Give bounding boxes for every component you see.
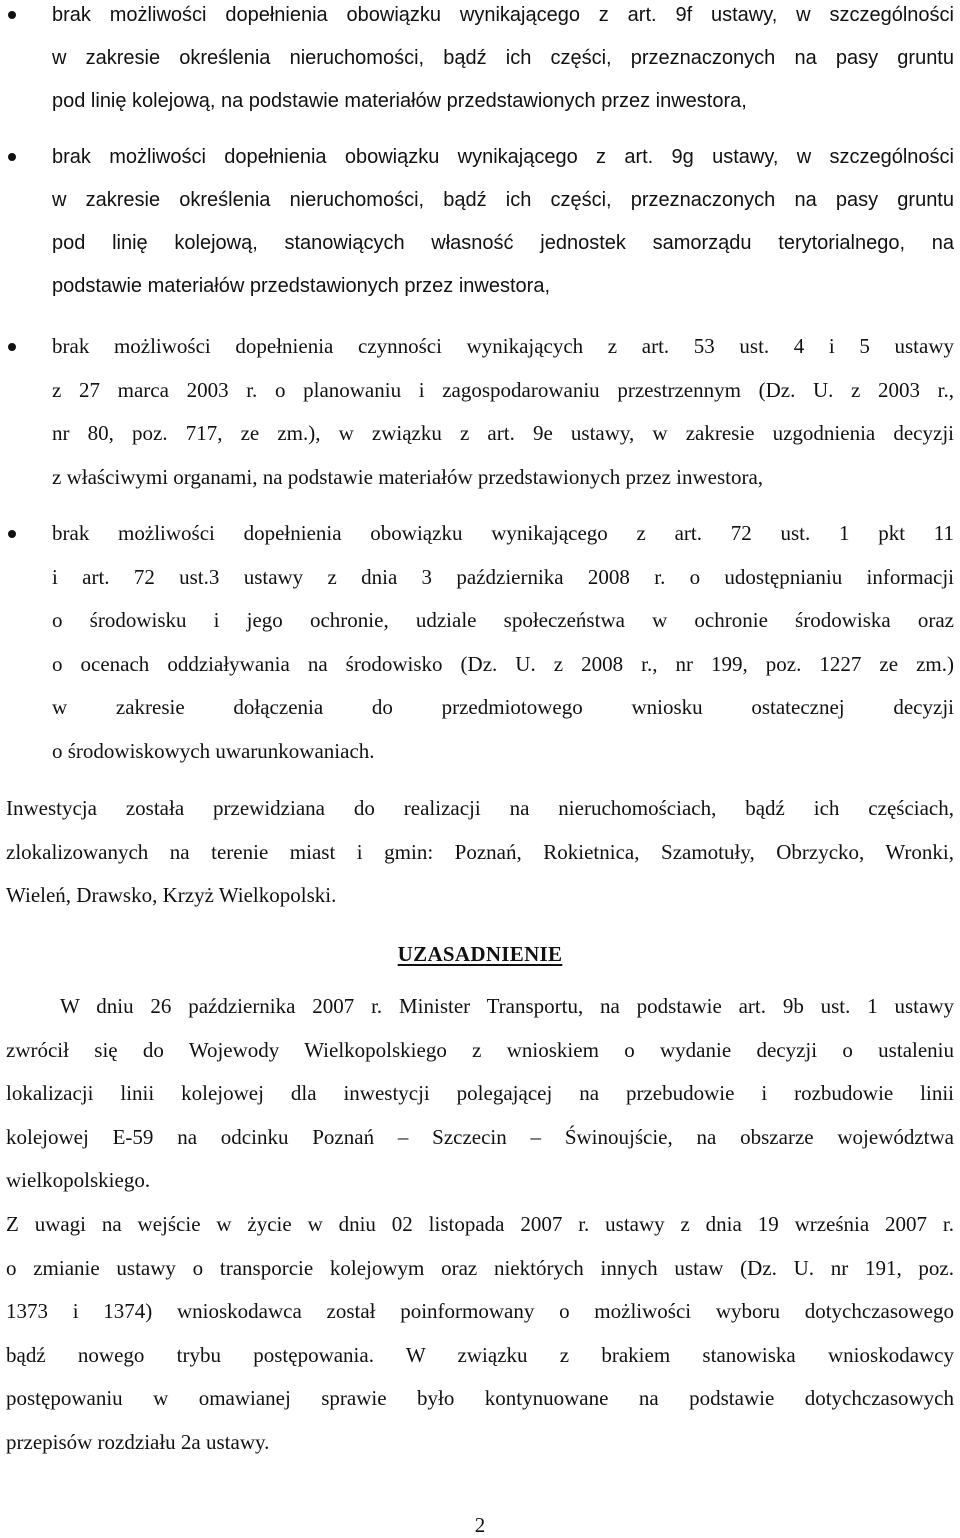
text-line: zwrócił się do Wojewody Wielkopolskiego z wnioskiem o wydanie decyzji o ustaleniu <box>6 1037 954 1062</box>
text-line: przepisów rozdziału 2a ustawy. <box>6 1429 270 1454</box>
text-line: w zakresie określenia nieruchomości, bądź ich części, przeznaczonych na pasy gruntu <box>52 47 954 69</box>
list-item-text <box>52 325 954 499</box>
text-line: pod linię kolejową, na podstawie materiałów przedstawionych przez inwestora, <box>52 90 747 112</box>
list-item-text <box>52 136 954 308</box>
text-line: brak możliwości dopełnienia obowiązku wynikającego z art. 72 ust. 1 pkt 11 <box>52 521 954 545</box>
list-item-text <box>52 0 954 123</box>
bullet-icon <box>8 153 16 161</box>
text-line: z właściwymi organami, na podstawie materiałów przedstawionych przez inwestora, <box>52 464 764 489</box>
justification-paragraph <box>6 985 954 1203</box>
text-line: nr 80, poz. 717, ze zm.), w związku z art. 9e ustawy, w zakresie uzgodnienia decyzji <box>52 421 954 445</box>
text-line: kolejowej E-59 na odcinku Poznań – Szczecin – Świnoujście, na obszarze województwa <box>6 1124 954 1149</box>
text-line: z 27 marca 2003 r. o planowaniu i zagospodarowaniu przestrzennym (Dz. U. z 2003 r., <box>52 377 954 402</box>
text-line: podstawie materiałów przedstawionych przez inwestora, <box>52 275 551 297</box>
text-line: pod linię kolejową, stanowiących własność jednostek samorządu terytorialnego, na <box>52 232 954 254</box>
list-item-text <box>52 512 954 773</box>
text-line: o środowisku i jego ochronie, udziale społeczeństwa w ochronie środowiska oraz <box>52 608 954 632</box>
text-line: lokalizacji linii kolejowej dla inwestycji polegającej na przebudowie i rozbudowie linii <box>6 1081 954 1105</box>
text-line: w zakresie dołączenia do przedmiotowego wniosku ostatecznej decyzji <box>52 695 954 719</box>
bullet-icon <box>8 530 16 538</box>
location-paragraph <box>6 787 954 918</box>
page-number: 2 <box>474 1513 486 1537</box>
text-line: o zmianie ustawy o transporcie kolejowym oraz niektórych innych ustaw (Dz. U. nr 191, poz. <box>6 1255 954 1280</box>
text-line: i art. 72 ust.3 ustawy z dnia 3 października 2008 r. o udostępnianiu informacji <box>52 564 954 589</box>
text-line: w zakresie określenia nieruchomości, bądź ich części, przeznaczonych na pasy gruntu <box>52 189 954 211</box>
text-line: brak możliwości dopełnienia czynności wynikających z art. 53 ust. 4 i 5 ustawy <box>52 334 954 358</box>
section-heading-text: UZASADNIENIE <box>397 942 563 966</box>
text-line: o ocenach oddziaływania na środowisko (Dz. U. z 2008 r., nr 199, poz. 1227 ze zm.) <box>52 651 954 676</box>
justification-paragraph <box>6 1203 954 1464</box>
text-line: postępowaniu w omawianej sprawie było kontynuowane na podstawie dotychczasowych <box>6 1386 954 1410</box>
text-line: Z uwagi na wejście w życie w dniu 02 listopada 2007 r. ustawy z dnia 19 września 2007 r. <box>6 1212 954 1236</box>
text-line: o środowiskowych uwarunkowaniach. <box>52 738 375 763</box>
text-line: Wieleń, Drawsko, Krzyż Wielkopolski. <box>6 883 337 907</box>
text-line: wielkopolskiego. <box>6 1168 151 1192</box>
text-line: W dniu 26 października 2007 r. Minister Transportu, na podstawie art. 9b ust. 1 ustawy <box>60 994 954 1018</box>
text-line: brak możliwości dopełnienia obowiązku wynikającego z art. 9f ustawy, w szczególności <box>52 4 954 26</box>
text-line: bądź nowego trybu postępowania. W związku z brakiem stanowiska wnioskodawcy <box>6 1342 954 1367</box>
section-heading <box>0 942 960 967</box>
text-line: 1373 i 1374) wnioskodawca został poinformowany o możliwości wyboru dotychczasowego <box>6 1299 954 1323</box>
bullet-icon <box>8 11 16 19</box>
bullet-icon <box>8 343 16 351</box>
text-line: brak możliwości dopełnienia obowiązku wynikającego z art. 9g ustawy, w szczególności <box>52 146 954 168</box>
text-line: zlokalizowanych na terenie miast i gmin: Poznań, Rokietnica, Szamotuły, Obrzycko, Wronki, <box>6 839 954 864</box>
text-line: Inwestycja została przewidziana do realizacji na nieruchomościach, bądź ich częściach, <box>6 796 954 820</box>
